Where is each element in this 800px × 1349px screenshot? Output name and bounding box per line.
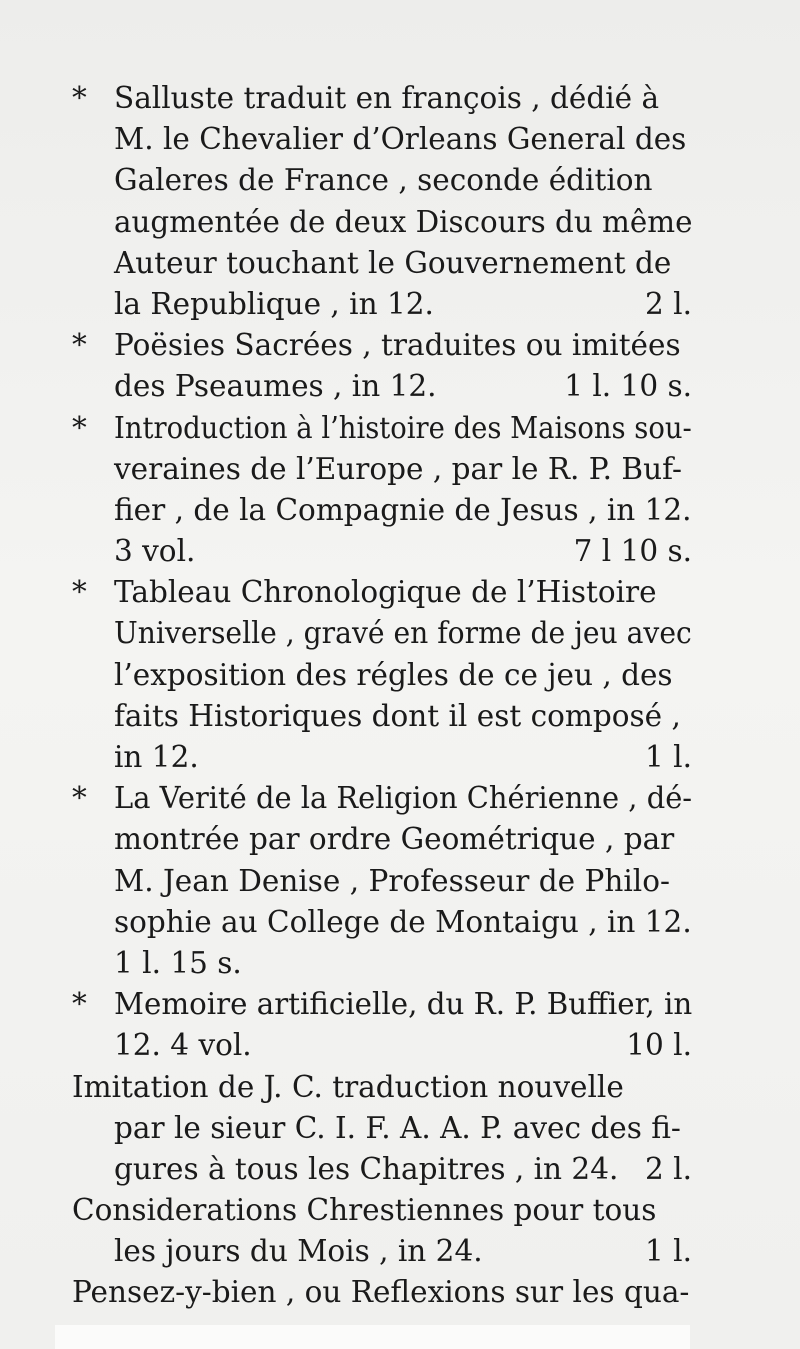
catalogue-line xyxy=(72,284,692,325)
catalogue-line xyxy=(72,819,692,860)
page-bottom-edge xyxy=(55,1325,690,1349)
catalogue-line xyxy=(72,778,692,819)
entry-text: les jours du Mois , in 24. xyxy=(114,1234,483,1269)
entry-marker: * xyxy=(72,410,87,445)
entry-text: l’exposition des régles de ce jeu , des xyxy=(114,657,673,692)
entry-text: fier , de la Compagnie de Jesus , in 12. xyxy=(114,492,692,527)
entry-price: 7 l 10 s. xyxy=(573,534,692,569)
entry-text: Pensez-y-bien , ou Reflexions sur les qua- xyxy=(72,1275,690,1310)
entry-text: des Pseaumes , in 12. xyxy=(114,369,437,404)
entry-text: Salluste traduit en françois , dédié à xyxy=(114,81,660,115)
catalogue-line xyxy=(72,408,692,449)
catalogue-line xyxy=(72,1149,692,1190)
catalogue-text xyxy=(72,78,692,1314)
catalogue-line xyxy=(72,1067,692,1108)
entry-text: montrée par ordre Geométrique , par xyxy=(114,822,675,857)
entry-marker: * xyxy=(72,781,87,816)
catalogue-line xyxy=(72,572,692,613)
entry-text: augmentée de deux Discours du même xyxy=(114,204,693,239)
catalogue-line xyxy=(72,655,692,696)
entry-text: faits Historiques dont il est composé , xyxy=(114,698,681,733)
entry-text: M. Jean Denise , Professeur de Philo- xyxy=(114,863,670,898)
entry-text: 3 vol. xyxy=(114,534,196,569)
catalogue-line xyxy=(72,861,692,902)
entry-text: 12. 4 vol. xyxy=(114,1028,252,1063)
entry-text: Universelle , gravé en forme de jeu avec xyxy=(114,616,692,651)
catalogue-line xyxy=(72,490,692,531)
catalogue-line xyxy=(72,1025,692,1066)
catalogue-line xyxy=(72,449,692,490)
catalogue-line xyxy=(72,366,692,407)
catalogue-line xyxy=(72,243,692,284)
entry-text: veraines de l’Europe , par le R. P. Buf- xyxy=(114,451,682,486)
entry-text: Considerations Chrestiennes pour tous xyxy=(72,1193,657,1228)
catalogue-line xyxy=(72,160,692,201)
entry-text: M. le Chevalier d’Orleans General des xyxy=(114,122,687,157)
entry-marker: * xyxy=(72,81,87,115)
entry-price: 1 l. xyxy=(645,1234,692,1269)
catalogue-line xyxy=(72,1190,692,1231)
catalogue-line xyxy=(72,1272,692,1313)
entry-price: 10 l. xyxy=(626,1028,692,1063)
entry-text: Memoire artificielle, du R. P. Buffier, in xyxy=(114,987,693,1022)
entry-text: Auteur touchant le Gouvernement de xyxy=(114,245,672,280)
catalogue-line xyxy=(72,902,692,943)
entry-text: la Republique , in 12. xyxy=(114,286,434,321)
entry-text: Introduction à l’histoire des Maisons sou- xyxy=(114,410,692,445)
entry-text: Poësies Sacrées , traduites ou imitées xyxy=(114,328,681,363)
entry-marker: * xyxy=(72,328,87,363)
entry-text: Tableau Chronologique de l’Histoire xyxy=(114,575,657,610)
entry-text: La Verité de la Religion Chérienne , dé- xyxy=(114,781,693,816)
entry-price: 1 l. 10 s. xyxy=(564,369,692,404)
entry-text: Imitation de J. C. traduction nouvelle xyxy=(72,1069,624,1104)
catalogue-line xyxy=(72,613,692,654)
entry-marker: * xyxy=(72,987,87,1022)
catalogue-line xyxy=(72,119,692,160)
entry-text: Galeres de France , seconde édition xyxy=(114,163,653,198)
entry-marker: * xyxy=(72,575,87,610)
catalogue-line xyxy=(72,78,692,119)
entry-text: par le sieur C. I. F. A. A. P. avec des fi- xyxy=(114,1110,681,1145)
entry-price: 2 l. xyxy=(645,1151,692,1186)
catalogue-line xyxy=(72,202,692,243)
entry-text: in 12. xyxy=(114,740,199,774)
catalogue-line xyxy=(72,325,692,366)
catalogue-line xyxy=(72,1231,692,1272)
catalogue-line xyxy=(72,737,692,778)
catalogue-line xyxy=(72,531,692,572)
catalogue-line xyxy=(72,1108,692,1149)
catalogue-line xyxy=(72,943,692,984)
entry-price: 2 l. xyxy=(645,286,692,321)
entry-text: sophie au College de Montaigu , in 12. xyxy=(114,904,692,939)
entry-text: gures à tous les Chapitres , in 24. xyxy=(114,1151,619,1186)
entry-price: 1 l. xyxy=(645,740,692,774)
catalogue-line xyxy=(72,696,692,737)
entry-text: 1 l. 15 s. xyxy=(114,945,242,980)
catalogue-line xyxy=(72,984,692,1025)
